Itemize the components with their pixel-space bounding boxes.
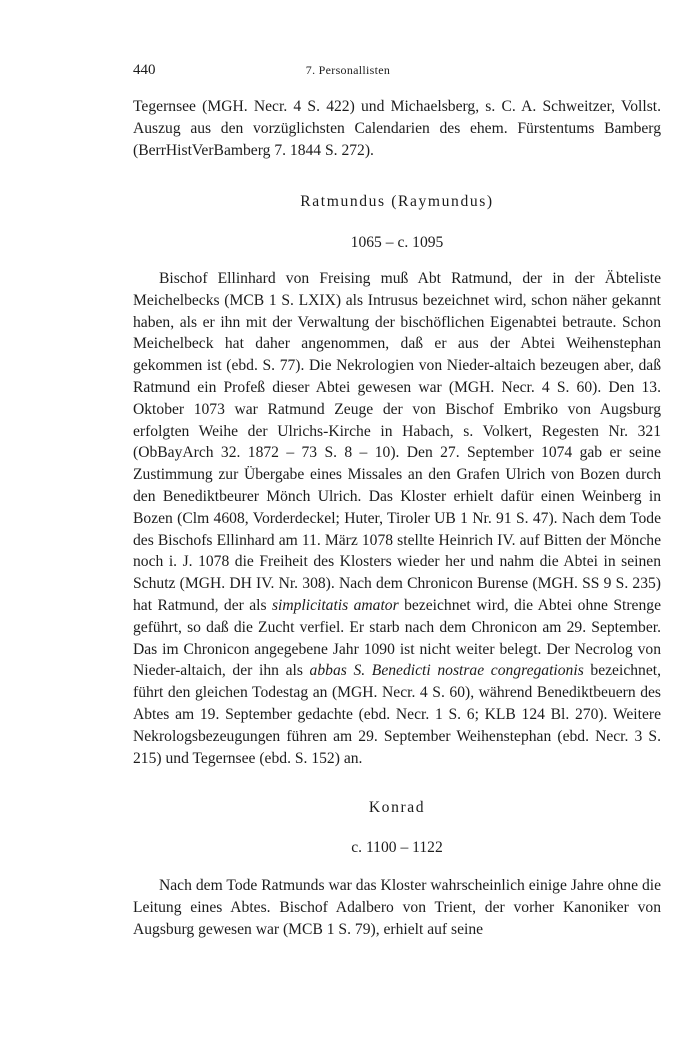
paragraph-ratmundus	[133, 268, 661, 769]
page-number: 440	[133, 62, 156, 78]
paragraph-text: bezeichnet, führt den gleichen Todestag an (MGH. Necr. 4 S. 60), während Benediktbeuern des Abtes am 19. September gedachte (ebd. Necr. 1 S. 6; KLB 124 Bl. 270). Weitere Nekrologsbezeugungen führen am 29. September Weihenstephan (ebd. Necr. 3 S. 215) und Tegernsee (ebd. S. 152) an.	[133, 662, 661, 767]
latin-phrase: abbas S. Benedicti nostrae congregationis	[309, 662, 584, 680]
latin-phrase: simplicitatis amator	[271, 596, 399, 614]
section-dates-ratmundus: 1065 – c. 1095	[350, 234, 444, 251]
paragraph-konrad: Nach dem Tode Ratmunds war das Kloster wahrscheinlich einige Jahre ohne die Leitung eines Abtes. Bischof Adalbero von Trient, der vorher Kanoniker von Augsburg gewesen war (MCB 1 S. 79), erhielt auf seine	[133, 877, 661, 938]
section-dates-konrad: c. 1100 – 1122	[351, 839, 443, 856]
running-head: 7. Personallisten	[305, 63, 391, 77]
section-heading-konrad: Konrad	[368, 799, 426, 816]
intro-paragraph: Tegernsee (MGH. Necr. 4 S. 422) und Michaelsberg, s. C. A. Schweitzer, Vollst. Auszug aus den vorzüglichsten Calendarien des ehem. Fürstentums Bamberg (BerrHistVerBamberg 7. 1844 S. 272).	[133, 98, 661, 159]
section-heading-ratmundus: Ratmundus (Raymundus)	[300, 193, 494, 210]
paragraph-text: bezeichnet wird, die Abtei ohne Strenge geführt, so daß die Zucht verfiel. Er starb nach dem Chronicon am 29. September. Das im Chronicon angegebene Jahr 1090 ist nicht weiter belegt. Der Necrolog von Nieder-altaich, der ihn als	[133, 596, 661, 680]
paragraph-text: Bischof Ellinhard von Freising muß Abt Ratmund, der in der Äbteliste Meichelbecks (MCB 1 S. LXIX) als Intrusus bezeichnet wird, schon näher gekannt haben, als er ihn mit der Verwaltung der bischöflichen Eigenabtei betraute. Schon Meichelbeck hat daher angenommen, daß er aus der Abtei Weihenstephan gekommen ist (ebd. S. 77). Die Nekrologien von Nieder-altaich bezeugen aber, daß Ratmund ein Profeß dieser Abtei gewesen war (MGH. Necr. 4 S. 60). Den 13. Oktober 1073 war Ratmund Zeuge der von Bischof Embriko von Augsburg erfolgten Weihe der Ulrichs-Kirche in Habach, s. Volkert, Regesten Nr. 321 (ObBayArch 32. 1872 – 73 S. 8 – 10). Den 27. September 1074 gab er seine Zustimmung zur Übergabe eines Missales an den Grafen Ulrich von Bozen durch den Benediktbeurer Mönch Ulrich. Das Kloster erhielt dafür einen Weinberg in Bozen (Clm 4608, Vorderdeckel; Huter, Tiroler UB 1 Nr. 91 S. 47). Nach dem Tode des Bischofs Ellinhard am 11. März 1078 stellte Heinrich IV. auf Bitten der Mönche noch i. J. 1078 die Freiheit des Klosters wieder her und nahm die Abtei in seinen Schutz (MGH. DH IV. Nr. 308). Nach dem Chronicon Burense (MGH. SS 9 S. 235) hat Ratmund, der als	[133, 270, 661, 614]
page-header	[133, 62, 563, 82]
